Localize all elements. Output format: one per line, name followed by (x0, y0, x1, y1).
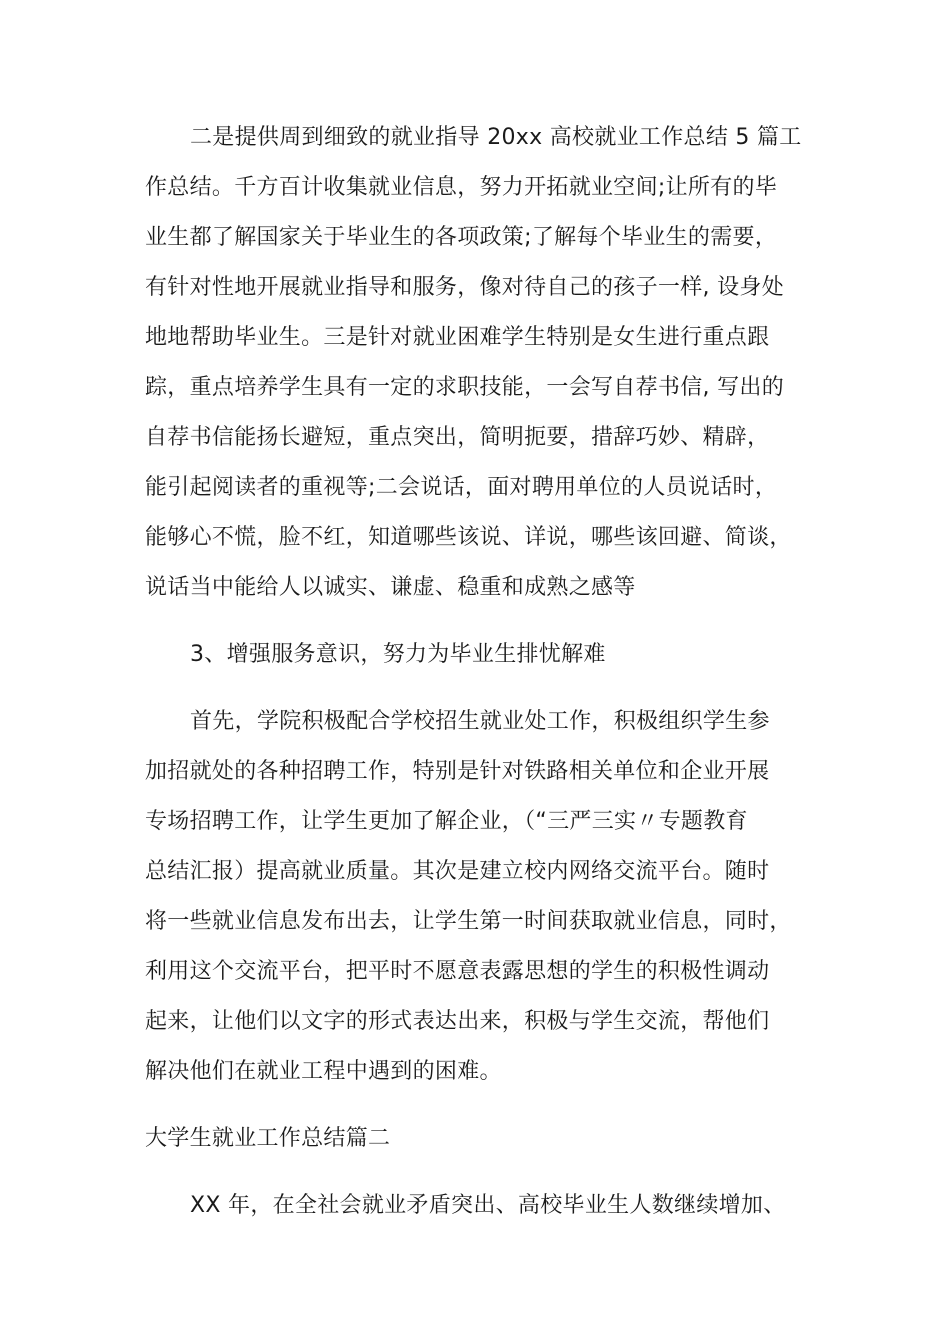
paragraph-1-line-2: 作总结。千方百计收集就业信息，努力开拓就业空间;让所有的毕 (145, 175, 778, 200)
paragraph-1-line-7: 自荐书信能扬长避短，重点突出，简明扼要，措辞巧妙、精辟， (145, 425, 770, 450)
paragraph-1-line-8: 能引起阅读者的重视等;二会说话，面对聘用单位的人员说话时， (145, 475, 778, 500)
section-heading-3: 3、增强服务意识，努力为毕业生排忧解难 (190, 642, 606, 667)
paragraph-3-line-6: 利用这个交流平台，把平时不愿意表露思想的学生的积极性调动 (145, 959, 770, 984)
paragraph-3-line-7: 起来，让他们以文字的形式表达出来，积极与学生交流，帮他们 (145, 1009, 770, 1034)
paragraph-1-line-4: 有针对性地开展就业指导和服务，像对待自己的孩子一样, 设身处 (145, 275, 784, 300)
paragraph-1-line-6: 踪，重点培养学生具有一定的求职技能，一会写自荐书信, 写出的 (145, 375, 784, 400)
paragraph-3-line-1: 首先，学院积极配合学校招生就业处工作，积极组织学生参 (190, 709, 770, 734)
paragraph-3-line-5: 将一些就业信息发布出去，让学生第一时间获取就业信息，同时， (145, 909, 792, 934)
paragraph-1-line-5: 地地帮助毕业生。三是针对就业困难学生特别是女生进行重点跟 (145, 325, 770, 350)
paragraph-1-line-9: 能够心不慌，脸不红，知道哪些该说、详说，哪些该回避、简谈， (145, 525, 792, 550)
paragraph-3-line-4: 总结汇报）提高就业质量。其次是建立校内网络交流平台。随时 (145, 859, 770, 884)
paragraph-5-line-1: XX 年，在全社会就业矛盾突出、高校毕业生人数继续增加、 (190, 1193, 786, 1218)
paragraph-1-line-3: 业生都了解国家关于毕业生的各项政策;了解每个毕业生的需要， (145, 225, 778, 250)
article-2-heading: 大学生就业工作总结篇二 (145, 1126, 391, 1151)
paragraph-3-line-3: 专场招聘工作，让学生更加了解企业，（“三严三实〃专题教育 (145, 809, 748, 834)
paragraph-3-line-8: 解决他们在就业工程中遇到的困难。 (145, 1059, 502, 1084)
paragraph-3-line-2: 加招就处的各种招聘工作，特别是针对铁路相关单位和企业开展 (145, 759, 770, 784)
paragraph-1-line-1: 二是提供周到细致的就业指导 20xx 高校就业工作总结 5 篇工 (190, 125, 802, 150)
paragraph-1-line-10: 说话当中能给人以诚实、谦虚、稳重和成熟之感等 (145, 575, 636, 600)
